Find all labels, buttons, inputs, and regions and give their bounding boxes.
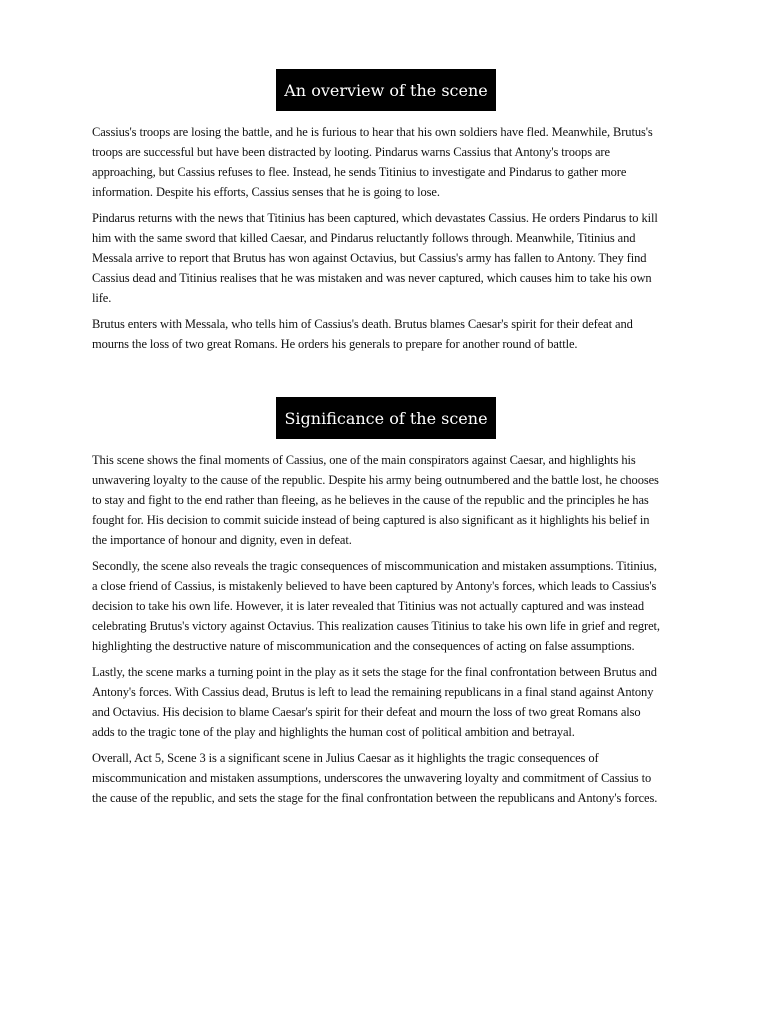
- overview-heading-text: An overview of the scene: [284, 80, 488, 100]
- significance-body: [92, 450, 664, 814]
- overview-body: [92, 122, 664, 360]
- significance-paragraph-1: This scene shows the final moments of Cassius, one of the main conspirators against Caesar, and highlights his unwavering loyalty to the cause of the republic. Despite his army being outnumbered and the battle lost, he chooses to stay and fight to the end rather than fleeing, as he believes in the cause of the republic and the principles he has fought for. His decision to commit suicide instead of being captured is also significant as it highlights his belief in the importance of honour and dignity, even in defeat.: [92, 453, 659, 547]
- overview-heading: [276, 69, 496, 111]
- overview-paragraph-3: Brutus enters with Messala, who tells him of Cassius's death. Brutus blames Caesar's spirit for their defeat and mourns the loss of two great Romans. He orders his generals to prepare for another round of battle.: [92, 317, 633, 351]
- overview-paragraph-2: Pindarus returns with the news that Titinius has been captured, which devastates Cassius. He orders Pindarus to kill him with the same sword that killed Caesar, and Pindarus reluctantly follows through. Meanwhile, Titinius and Messala arrive to report that Brutus has won against Octavius, but Cassius's army has fallen to Antony. They find Cassius dead and Titinius realises that he was mistaken and was never captured, which causes him to take his own life.: [92, 211, 658, 305]
- significance-paragraph-3: Lastly, the scene marks a turning point in the play as it sets the stage for the final confrontation between Brutus and Antony's forces. With Cassius dead, Brutus is left to lead the remaining republicans in a final stand against Antony and Octavius. His decision to blame Caesar's spirit for their defeat and mourn the loss of two great Romans also adds to the tragic tone of the play and highlights the human cost of political ambition and betrayal.: [92, 665, 657, 739]
- significance-heading-text: Significance of the scene: [284, 408, 488, 428]
- significance-paragraph-2: Secondly, the scene also reveals the tragic consequences of miscommunication and mistaken assumptions. Titinius, a close friend of Cassius, is mistakenly believed to have been captured by Antony's forces, which leads to Cassius's decision to take his own life. However, it is later revealed that Titinius was not actually captured and was instead celebrating Brutus's victory against Octavius. This realization causes Titinius to take his own life in grief and regret, highlighting the destructive nature of miscommunication and the consequences of acting on false assumptions.: [92, 559, 660, 653]
- overview-paragraph-1: Cassius's troops are losing the battle, and he is furious to hear that his own soldiers have fled. Meanwhile, Brutus's troops are successful but have been distracted by looting. Pindarus warns Cassius that Antony's troops are approaching, but Cassius refuses to flee. Instead, he sends Titinius to investigate and Pindarus to gather more information. Despite his efforts, Cassius senses that he is going to lose.: [92, 125, 653, 199]
- significance-paragraph-4: Overall, Act 5, Scene 3 is a significant scene in Julius Caesar as it highlights the tragic consequences of miscommunication and mistaken assumptions, underscores the unwavering loyalty and commitment of Cassius to the cause of the republic, and sets the stage for the final confrontation between the republicans and Antony's forces.: [92, 751, 658, 805]
- significance-heading: [276, 397, 496, 439]
